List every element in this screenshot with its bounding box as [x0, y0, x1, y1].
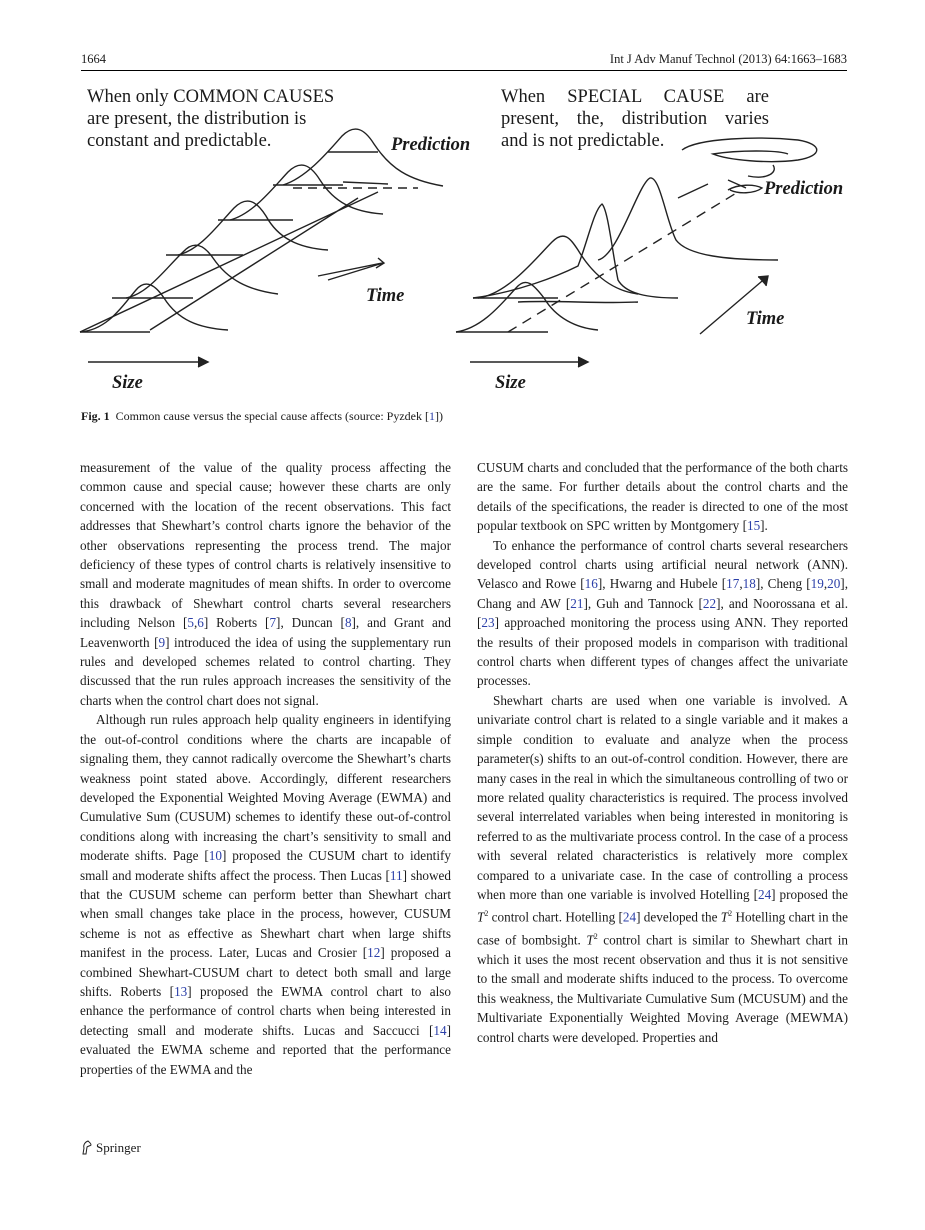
citation-link[interactable]: 11 — [389, 867, 403, 883]
paragraph: Shewhart charts are used when one variable is involved. A univariate control chart is related to a single variable and it makes a simple condition to evaluate and analyze when the process parameter(s) shifts to an out-of-control condition. However, there are many cases in the real in which the simultaneous controlling of two or more related quality characteristics is required. The process involved several interrelated variables when being interested in monitoring is referred to as the multivariate process control. In the case of a process with several related characteristics is relatively more complex compared to a univariate case. In the case of controlling a process when more than one variable is involved Hotelling [24] proposed the $T^2$ control chart. Hotelling [24] developed the $T^2$ Hotelling chart in the case of bombsight. $T^2$ control chart is similar to Shewhart chart in which it uses the most recent observation and thus it is not sensitive to the small and moderate shifts induced to the process. To overcome this weakness, the Multivariate Cumulative Sum (MCUSUM) and the Multivariate Exponentially Weighted Moving Average (MEWMA) control charts were developed. Properties and — [477, 692, 848, 1045]
column-left — [80, 458, 451, 1079]
springer-horse-icon — [81, 1140, 93, 1155]
citation-link[interactable]: 8 — [344, 615, 352, 631]
citation-link[interactable]: 20 — [827, 576, 841, 592]
paragraph: Although run rules approach help quality engineers in identifying the out-of-control conditions where the charts are incapable of signaling them, they cannot radically overcome the Shewhart’s charts weakness point stated above. Accordingly, different researchers developed the Exponential Weighted Moving Average (EWMA) and Cumulative Sum (CUSUM) schemes to identify these out-of-control conditions along with increasing the chart’s sensitivity to small and moderate shifts. Page [10] proposed the CUSUM chart to identify small and moderate shifts affect the process. Then Lucas [11] showed that the CUSUM scheme can perform better than Shewhart chart when small changes take place in the process, however, CUSUM scheme is not as effective as Shewhart chart when large shifts manifest in the process. Later, Lucas and Crosier [12] proposed a combined Shewhart-CUSUM chart to detect both small and large shifts. Roberts [13] proposed the EWMA control chart to also enhance the performance of control charts when being interested in detecting small and moderate shifts. Lucas and Saccucci [14] evaluated the EWMA scheme and reported that the performance properties of the EWMA and the — [80, 712, 452, 1077]
right-time-label: Time — [746, 309, 785, 329]
citation-link[interactable]: 10 — [208, 848, 222, 864]
citation-link[interactable]: 19 — [810, 576, 824, 592]
right-prediction-label: Prediction — [764, 179, 844, 199]
common-cause-text: When only COMMON CAUSES are present, the distribution is constant and predictable. — [87, 87, 335, 151]
paragraph: measurement of the value of the quality process affecting the common cause and special cause; however these charts are only concerned with the location of the recent observations. This fact addresses that Shewhart’s control charts ignore the behavior of the other observations representing the process trend. The major deficiency of these types of control charts is relatively insensitive to small and moderate magnitudes of mean shifts. In order to overcome this drawback of Shewhart control charts several researchers including Nelson [5,6] Roberts [7], Duncan [8], and Grant and Leavenworth [9] introduced the idea of using the supplementary run rules and developed schemes related to control charting. They discussed that the run rules approach increases the sensitivity of the charts when the control chart does not signal. — [80, 460, 452, 708]
citation-link[interactable]: 1 — [429, 409, 436, 423]
citation-link[interactable]: 12 — [367, 945, 381, 961]
citation-link[interactable]: 24 — [757, 886, 772, 902]
citation-link[interactable]: 22 — [702, 595, 717, 611]
left-size-label: Size — [112, 373, 143, 393]
caption-text: Common cause versus the special cause affects (source: Pyzdek [ — [115, 409, 430, 423]
footer — [81, 1140, 141, 1156]
publisher-name: Springer — [96, 1140, 141, 1155]
right-size-label: Size — [495, 373, 526, 393]
special-cause-text: When SPECIAL CAUSE are present, the, distribution varies and is not predictable. — [501, 87, 769, 151]
left-time-label: Time — [366, 286, 405, 306]
citation-link[interactable]: 21 — [570, 595, 584, 611]
citation-link[interactable]: 7 — [269, 615, 277, 631]
citation-link[interactable]: 16 — [584, 576, 598, 592]
running-header — [81, 50, 847, 71]
citation-link[interactable]: 24 — [622, 909, 637, 925]
citation-link[interactable]: 5 — [187, 615, 194, 631]
citation-link[interactable]: 18 — [742, 576, 756, 592]
journal-citation: Int J Adv Manuf Technol (2013) 64:1663–1683 — [609, 52, 847, 66]
column-right — [477, 458, 848, 1047]
distribution-diagram — [78, 80, 850, 400]
figure-1 — [78, 80, 850, 400]
citation-link[interactable]: 15 — [746, 518, 761, 534]
citation-link[interactable]: 17 — [726, 576, 740, 592]
citation-link[interactable]: 9 — [158, 634, 166, 650]
citation-link[interactable]: 6 — [197, 615, 204, 631]
figure-label: Fig. 1 — [81, 409, 110, 423]
figure-caption — [81, 409, 781, 424]
page-number: 1664 — [81, 52, 106, 66]
citation-link[interactable]: 23 — [481, 615, 495, 631]
caption-end: ]) — [435, 409, 444, 423]
left-prediction-label: Prediction — [391, 135, 471, 155]
paragraph: CUSUM charts and concluded that the performance of the both charts are the same. For further details about the control charts and the details of the specifications, the reader is directed to one of the most popular textbook on SPC written by Montgomery [15]. — [477, 460, 848, 534]
citation-link[interactable]: 13 — [174, 983, 188, 999]
paragraph: To enhance the performance of control charts several researchers developed control charts using artificial neural network (ANN). Velasco and Rowe [16], Hwarng and Hubele [17,18], Cheng [19,20], Chang and AW [21], Guh and Tannock [22], and Noorossana et al. [23] approached monitoring the process using ANN. They reported the results of their proposed models in comparison with traditional control charts when different types of changes affect the univariate processes. — [477, 537, 848, 689]
citation-link[interactable]: 14 — [433, 1022, 447, 1038]
